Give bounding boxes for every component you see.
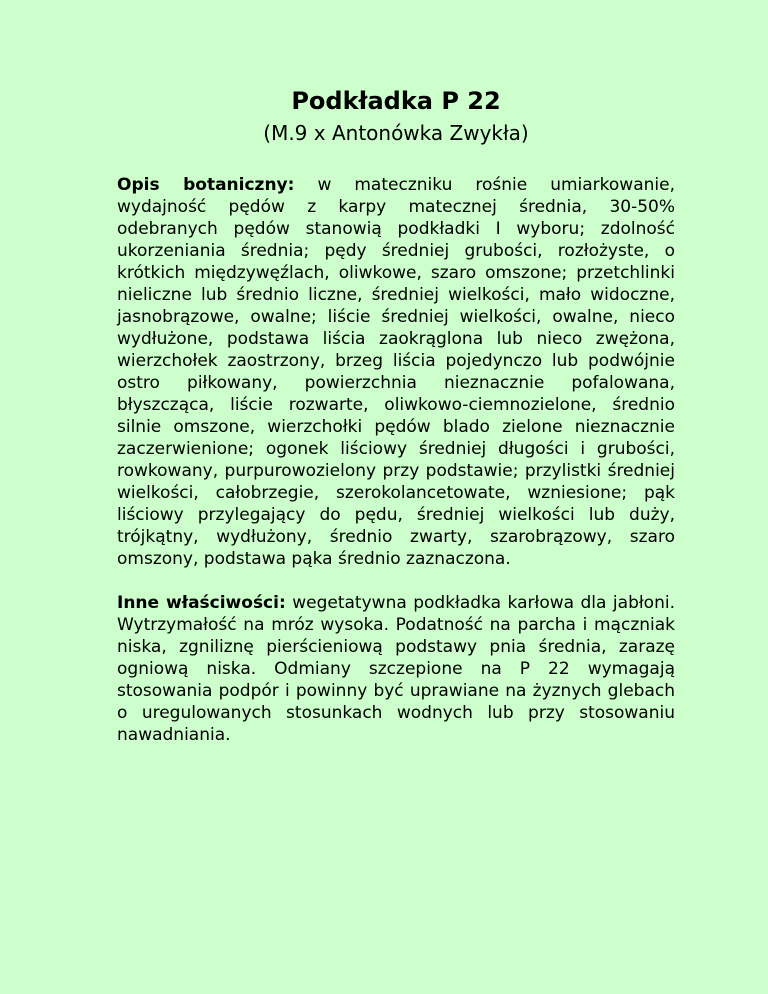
document-subtitle: (M.9 x Antonówka Zwykła) — [263, 121, 529, 145]
other-properties-text: wegetatywna podkładka karłowa dla jabłoni. Wytrzymałość na mróz wysoka. Podatność na parcha i mączniak niska, zgniliznę pierścieniową podstawy pnia średnia, zarazę ogniową niska. Odmiany szczepione na P 22 wymagają stosowania podpór i powinny być uprawiane na żyznych glebach o uregulowanych stosunkach wodnych lub przy stosowaniu nawadniania. — [117, 593, 675, 745]
document-title: Podkładka P 22 — [291, 87, 501, 115]
botanical-description-paragraph — [117, 174, 675, 570]
botanical-description-heading: Opis botaniczny: — [117, 175, 295, 195]
other-properties-paragraph — [117, 592, 675, 746]
document-page — [117, 86, 675, 746]
botanical-description-text: w mateczniku rośnie umiarkowanie, wydajność pędów z karpy matecznej średnia, 30-50% odebranych pędów stanowią podkładki I wyboru; zdolność ukorzeniania średnia; pędy średniej grubości, rozłożyste, o krótkich międzywęźlach, oliwkowe, szaro omszone; przetchlinki nieliczne lub średnio liczne, średniej wielkości, mało widoczne, jasnobrązowe, owalne; liście średniej wielkości, owalne, nieco wydłużone, podstawa liścia zaokrąglona lub nieco zwężona, wierzchołek zaostrzony, brzeg liścia pojedynczo lub podwójnie ostro piłkowany, powierzchnia nieznacznie pofalowana, błyszcząca, liście rozwarte, oliwkowo-ciemnozielone, średnio silnie omszone, wierzchołki pędów blado zielone nieznacznie zaczerwienione; ogonek liściowy średniej długości i grubości, rowkowany, purpurowozielony przy podstawie; przylistki średniej wielkości, całobrzegie, szerokolancetowate, wzniesione; pąk liściowy przylegający do pędu, średniej wielkości lub duży, trójkątny, wydłużony, średnio zwarty, szarobrązowy, szaro omszony, podstawa pąka średnio zaznaczona. — [117, 175, 675, 569]
other-properties-heading: Inne właściwości: — [117, 593, 286, 613]
